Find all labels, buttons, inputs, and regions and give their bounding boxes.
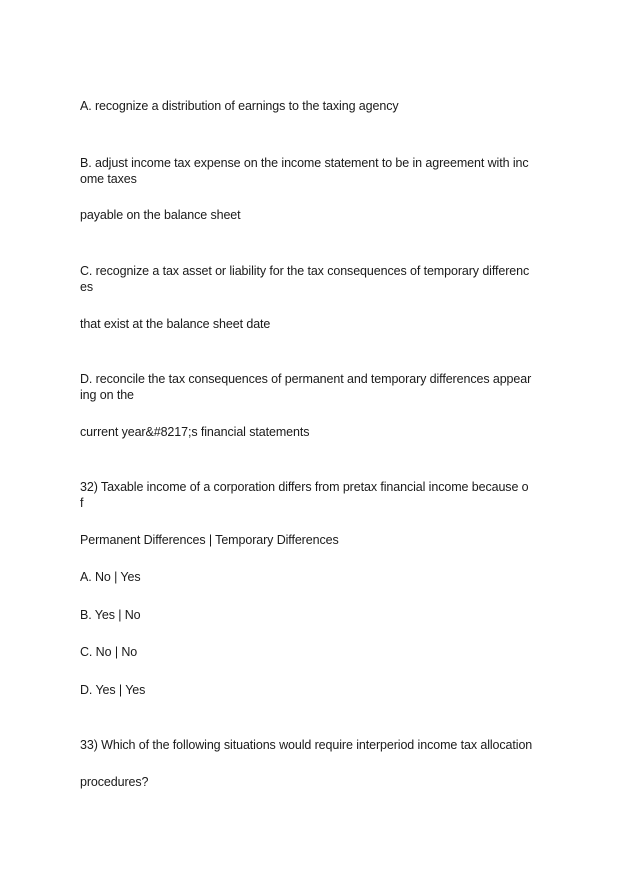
option-b-text-line2: ome taxes xyxy=(80,172,137,186)
answer-b: B. Yes | No xyxy=(80,608,141,622)
option-d-text-line2: ing on the xyxy=(80,388,134,402)
option-a-text: A. recognize a distribution of earnings to the taxing agency xyxy=(80,99,399,113)
option-d-text-line1: D. reconcile the tax consequences of permanent and temporary differences appear xyxy=(80,372,532,386)
answer-c: C. No | No xyxy=(80,645,138,659)
option-c-text-line3: that exist at the balance sheet date xyxy=(80,317,271,331)
answer-d: D. Yes | Yes xyxy=(80,683,146,697)
question-32-text-line1: 32) Taxable income of a corporation differs from pretax financial income because o xyxy=(80,480,529,494)
option-d-text-line3: current year&#8217;s financial statements xyxy=(80,425,310,439)
option-c-text-line1: C. recognize a tax asset or liability for the tax consequences of temporary differenc xyxy=(80,264,530,278)
option-b-text-line3: payable on the balance sheet xyxy=(80,208,241,222)
answer-a: A. No | Yes xyxy=(80,570,141,584)
option-c-text-line2: es xyxy=(80,280,94,294)
question-32-text-line2: f xyxy=(80,496,84,510)
question-33-text-line2: procedures? xyxy=(80,775,149,789)
table-header: Permanent Differences | Temporary Differences xyxy=(80,533,339,547)
option-b-text-line1: B. adjust income tax expense on the income statement to be in agreement with inc xyxy=(80,156,529,170)
question-33-text-line1: 33) Which of the following situations would require interperiod income tax allocation xyxy=(80,738,533,752)
